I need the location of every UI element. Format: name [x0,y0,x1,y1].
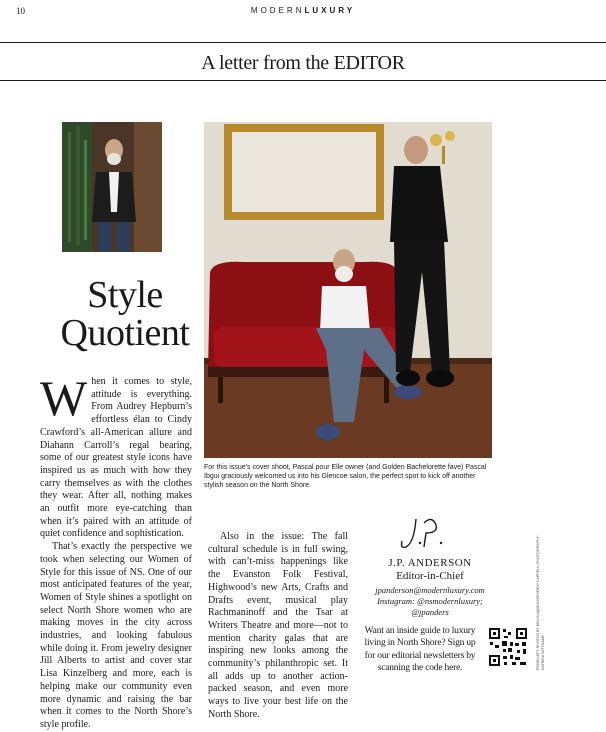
article-paragraph [40,370,192,541]
editor-signature [396,513,466,553]
editor-instagram[interactable]: Instagram: @nsmodernluxury; [377,596,483,606]
masthead-light: MODERN [250,6,305,15]
photo-caption: For this issue’s cover shoot, Pascal pour Elle owner (and Golden Bachelorette fave) Pascal Ibgui graciously welcomed us into his Glencoe salon, the perfect spot to kick off another stylish season on the North Shore. [204,464,487,489]
article-column-1 [40,370,192,732]
bottom-rule [0,80,606,81]
signature-mark [396,513,466,553]
section-title: A letter from the EDITOR [201,52,405,74]
qr-code-graphic [488,627,528,667]
editor-portrait-illustration [62,122,162,252]
article-paragraph: That’s exactly the perspective we took when selecting our Women of Style for this issue of NS. One of our most anticipated features of the year, Women of Style shines a spotlight on select North Shore women who are making moves in the city across industries, and looking fabulous while doing it. From jewelry designer Jill Alberts to artist and cover star Lisa Kinzelberg and more, each is helping make our community even more dynamic and raising the bar when it comes to the North Shore’s style profile. [40,541,192,730]
editor-email[interactable]: jpanderson@modernluxury.com [375,585,485,595]
top-rule [0,42,606,43]
editor-title: Editor-in-Chief [396,570,464,582]
photo-credit: FROM LEFT: PHOTOS BY BELVA AQUINO/GEHRES+CAPPELLI PHOTOGRAPHY; KATRINA WITTKAMP [536,535,545,670]
article-headline [40,276,210,352]
page-number: 10 [16,6,25,16]
editor-name: J.P. ANDERSON [388,557,472,569]
editor-handle[interactable]: @jpanders [411,607,449,617]
qr-code-icon[interactable] [488,627,528,667]
newsletter-promo: Want an inside guide to luxury living in North Shore? Sign up for our editorial newsletters by scanning the code here. [364,626,476,673]
editor-contact [356,585,504,618]
headline-line1: Style [87,274,163,316]
drop-cap: W [40,370,88,426]
editor-portrait-photo [62,122,162,252]
headline-line2: Quotient [60,312,190,354]
cover-shoot-photo [204,122,492,458]
masthead [0,6,606,15]
article-column-2 [208,531,348,722]
masthead-bold: LUXURY [304,6,356,15]
cover-shoot-illustration [204,122,492,458]
article-paragraph: Also in the issue: The fall cultural schedule is in full swing, with can’t-miss happenings like the Evanston Folk Festival, Highwood’s new Arts, Crafts and Drafts event, musical play Rachmaninoff and the Tsar at Writers Theatre and more—not to mention charity galas that are inspiring new looks among the community’s philanthropic set. It all adds up to another action-packed season, and even more ways to live your best life on the North Shore. [208,531,348,720]
paragraph-text: hen it comes to style, attitude is everything. From Audrey Hepburn’s effortless élan to Cindy Crawford’s all-American allure and Diahann Carroll’s regal bearing, some of our greatest style icons have inspired us as much with how they carry themselves as with the clothes they wear. After all, nothing makes an outfit more eye-catching than when it’s paired with an attitude of quiet confidence and sophistication. [40,376,192,540]
